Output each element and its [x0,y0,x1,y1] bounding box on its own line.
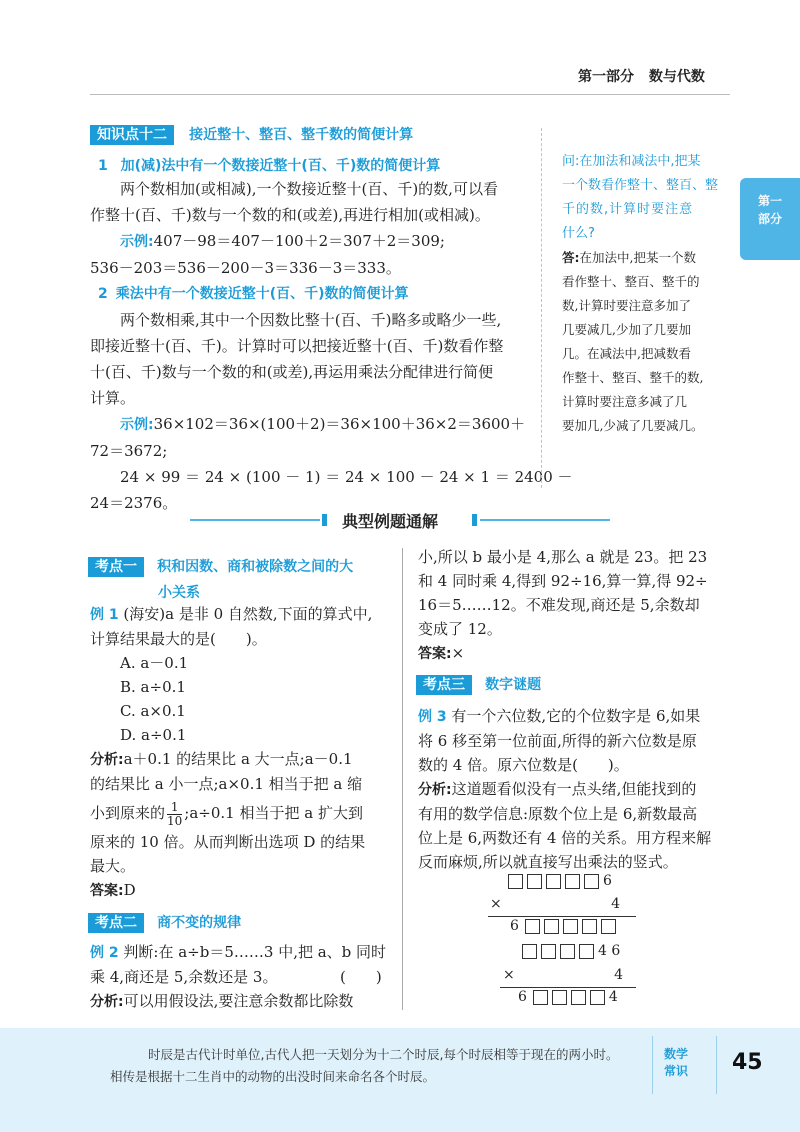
option-d: D. a÷0.1 [120,726,187,744]
kp2-an-text1: 可以用假设法,要注意余数都比除数 [123,992,354,1010]
fraction [167,801,182,828]
kp3-an-line1 [418,777,718,802]
vert1-res-digit: 6 [510,918,519,934]
vert1-multiplier: 4 [611,896,620,912]
kp1-answer-label: 答案: [90,883,124,899]
p1-line1: 两个数相加(或相减),一个数接近整十(百、千)的数,可以看 [120,180,498,198]
a-line4: 几要减几,少加了几要加 [562,322,691,337]
sidebar-divider [541,128,542,488]
blank-box [590,990,605,1005]
kp2-tag: 考点二 [88,913,144,933]
kp1-answer-value: D [123,881,136,899]
footer-tag-line1: 数学 [664,1047,689,1061]
side-tab-line1: 第一 [757,194,782,208]
vert2-res-digit: 6 [518,989,527,1005]
a-line6: 作整十、整百、整千的数, [562,370,704,385]
example2-label: 示例: [120,417,154,433]
a-line7: 计算时要注意多减了几 [562,394,688,409]
kp3-an-line4: 反而麻烦,所以就直接写出乘法的竖式。 [418,853,678,871]
example1-line2: 536－203＝536－200－3＝336－3＝333。 [90,259,401,277]
vert2-digits: 4 6 [598,943,621,959]
kp1-an3-post: ;a÷0.1 相当于把 a 扩大到 [184,804,363,822]
header-rule [90,94,730,95]
a-line3: 数,计算时要注意多加了 [562,298,691,313]
header-title: 数与代数 [648,69,705,85]
footer-line1: 时辰是古代计时单位,古代人把一天划分为十二个时辰,每个时辰相等于现在的两小时。 [148,1047,619,1062]
ex2-line1 [90,940,390,965]
blank-box [560,944,575,959]
example2-text: 36×102＝36×(100＋2)＝36×100＋36×2＝3600＋ [153,415,526,433]
blank-box [565,874,580,889]
blank-box [522,944,537,959]
kp2-analysis-label: 分析: [90,994,124,1010]
a-text1: 在加法中,把某一个数 [579,250,696,265]
kp1-an-line1 [90,747,390,772]
sidebar-question [562,150,718,246]
kp1-title-line2: 小关系 [158,585,200,601]
example1-text: 407－98＝407－100＋2＝307＋2＝309; [153,232,445,250]
kp3-header [416,674,541,694]
section-rule-left-dot [322,514,327,526]
blank-box [571,990,586,1005]
p1-line2: 作整十(百、千)数与一个数的和(或差),再进行相加(或相减)。 [90,206,490,224]
kp2-title: 商不变的规律 [157,915,242,931]
a-line1 [562,246,703,270]
p2-line2: 即接近整十(百、千)。计算时可以把接近整十(百、千)数看作整 [90,337,504,355]
knowledge-tag: 知识点十二 [90,125,174,145]
kp2c-line4: 变成了 12。 [418,620,502,638]
footer-divider-2 [716,1036,717,1094]
kp1-an-line2: 的结果比 a 小一点;a×0.1 相当于把 a 缩 [90,775,363,793]
kp3-an-text1: 这道题看似没有一点头绪,但能找到的 [451,780,697,798]
kp2-answer-value: × [451,644,465,662]
kp3-body [418,704,718,874]
option-b: B. a÷0.1 [120,678,186,696]
ex1-line2: 计算结果最大的是( )。 [90,630,267,648]
vert2-top [522,943,620,959]
vert2-result [518,989,618,1005]
ex2-text2: 乘 4,商还是 5,余数还是 3。 [90,968,278,986]
kp1-body [90,602,390,903]
a-line8: 要加几,少减了几要减几。 [562,418,704,433]
blank-box [525,919,540,934]
blank-box [544,919,559,934]
kp2c-line2: 和 4 同时乘 4,得到 92÷16,算一算,得 92÷ [418,572,708,590]
blank-box [533,990,548,1005]
example1-line1 [90,228,530,255]
example-label: 示例: [120,234,154,250]
section-rule-left [190,519,320,521]
q-line3: 千的数,计算时要注意 [562,202,694,217]
kp2-answer [418,641,718,666]
q-line4: 什么? [562,226,595,241]
a-label: 答: [562,250,580,265]
knowledge-title: 接近整十、整百、整千数的简便计算 [189,127,414,143]
section-rule-right [480,519,610,521]
kp1-an-line4: 原来的 10 倍。从而判断出选项 D 的结果 [90,833,366,851]
knowledge-body [90,176,573,516]
vert1-mult [490,896,620,912]
ex3-text: 有一个六位数,它的个位数字是 6,如果 [451,707,701,725]
sub1-number: 1 [98,158,108,174]
ex1-line1 [90,602,390,627]
blank-box [508,874,523,889]
option-c: C. a×0.1 [120,702,186,720]
example2-line4: 24＝2376。 [90,494,178,512]
example2-line2: 72＝3672; [90,442,168,460]
ex2-text: 判断:在 a÷b＝5……3 中,把 a、b 同时 [123,943,387,961]
frac-num: 1 [167,801,182,815]
blank-box [584,874,599,889]
kp2c-line3: 16＝5……12。不难发现,商还是 5,余数却 [418,596,700,614]
footer-tag-line2: 常识 [664,1064,689,1078]
q-line1: 问:在加法和减法中,把某 [562,154,701,169]
kp1-answer [90,878,390,903]
ex3-line1 [418,704,718,729]
ex2-line2 [90,965,390,989]
kp1-an3-pre: 小到原来的 [90,804,166,822]
vert1-times: × [490,896,502,912]
kp1-analysis-label: 分析: [90,752,124,768]
kp2c-line1: 小,所以 b 最小是 4,那么 a 就是 23。把 23 [418,548,708,566]
kp1-an-line3 [90,796,390,830]
column-divider [402,548,403,1010]
vert2-rule [500,987,636,988]
sub1-heading [98,155,440,175]
frac-den: 10 [167,813,183,828]
vert1-digit: 6 [603,873,612,889]
kp3-title: 数字谜题 [485,677,542,693]
q-line2: 一个数看作整十、整百、整 [562,178,719,193]
kp1-tag: 考点一 [88,557,144,577]
option-a: A. a－0.1 [120,654,189,672]
sub2-title: 乘法中有一个数接近整十(百、千)数的简便计算 [115,286,409,302]
blank-box [579,944,594,959]
p2-line1: 两个数相乘,其中一个因数比整十(百、千)略多或略少一些, [120,311,502,329]
ex3-line2: 将 6 移至第一位前面,所得的新六位数是原 [418,732,697,750]
blank-box [563,919,578,934]
ex1-label: 例 1 [90,607,119,623]
p2-line4: 计算。 [90,389,136,407]
blank-box [546,874,561,889]
example2-line1 [90,411,530,438]
blank-box [541,944,556,959]
kp1-title-line1: 积和因数、商和被除数之间的大 [157,559,354,575]
blank-box [527,874,542,889]
blank-box [601,919,616,934]
sub2-heading [90,281,530,307]
ex2-label: 例 2 [90,945,119,961]
side-tab-line2: 部分 [757,212,782,226]
vert1-result [510,918,620,934]
sub1-title: 加(减)法中有一个数接近整十(百、千)数的简便计算 [120,158,441,174]
knowledge-header [90,124,413,144]
running-header [578,66,705,86]
ex3-label: 例 3 [418,709,447,725]
ex2-bracket: ( ) [340,968,382,986]
kp2-body [90,940,390,1014]
kp2-answer-label: 答案: [418,646,452,662]
section-rule-right-dot [472,514,477,526]
sidebar-answer [562,246,703,438]
example2-line3: 24 × 99 ＝ 24 × (100 － 1) ＝ 24 × 100 － 24 × 1 ＝ 2400 － [120,468,573,486]
p2-line3: 十(百、千)数与一个数的和(或差),再运用乘法分配律进行简便 [90,363,494,381]
footer-text [110,1044,618,1088]
vert2-times: × [503,967,515,983]
vert1-top [508,873,612,889]
section-title: 典型例题通解 [342,512,439,531]
footer-tag [664,1046,688,1080]
kp3-an-line3: 位上是 6,两数还有 4 倍的关系。用方程来解 [418,829,712,847]
side-tab [740,178,800,260]
footer-line2: 相传是根据十二生肖中的动物的出没时间来命名各个时辰。 [110,1069,436,1084]
kp2-header [88,912,241,932]
footer-divider [652,1036,653,1094]
kp1-header [88,556,353,576]
kp2-continued [418,545,718,666]
vert2-res-end: 4 [608,989,618,1005]
vert1-rule [488,916,636,917]
kp2-an-line1 [90,989,390,1014]
kp3-an-line2: 有用的数学信息:原数个位上是 6,新数最高 [418,805,698,823]
vert2-multiplier: 4 [614,967,623,983]
blank-box [582,919,597,934]
a-line5: 几。在减法中,把减数看 [562,346,691,361]
a-line2: 看作整十、整百、整千的 [562,274,700,289]
page-number: 45 [732,1050,763,1075]
ex1-text: (海安)a 是非 0 自然数,下面的算式中, [123,605,373,623]
kp3-tag: 考点三 [416,675,472,695]
sub2-number: 2 [98,286,108,302]
header-section: 第一部分 [578,69,634,85]
blank-box [552,990,567,1005]
kp1-an-text1: a＋0.1 的结果比 a 大一点;a－0.1 [123,750,353,768]
vert2-mult [503,967,623,983]
ex3-line3: 数的 4 倍。原六位数是( )。 [418,756,629,774]
kp3-analysis-label: 分析: [418,782,452,798]
kp1-an-line5: 最大。 [90,857,136,875]
